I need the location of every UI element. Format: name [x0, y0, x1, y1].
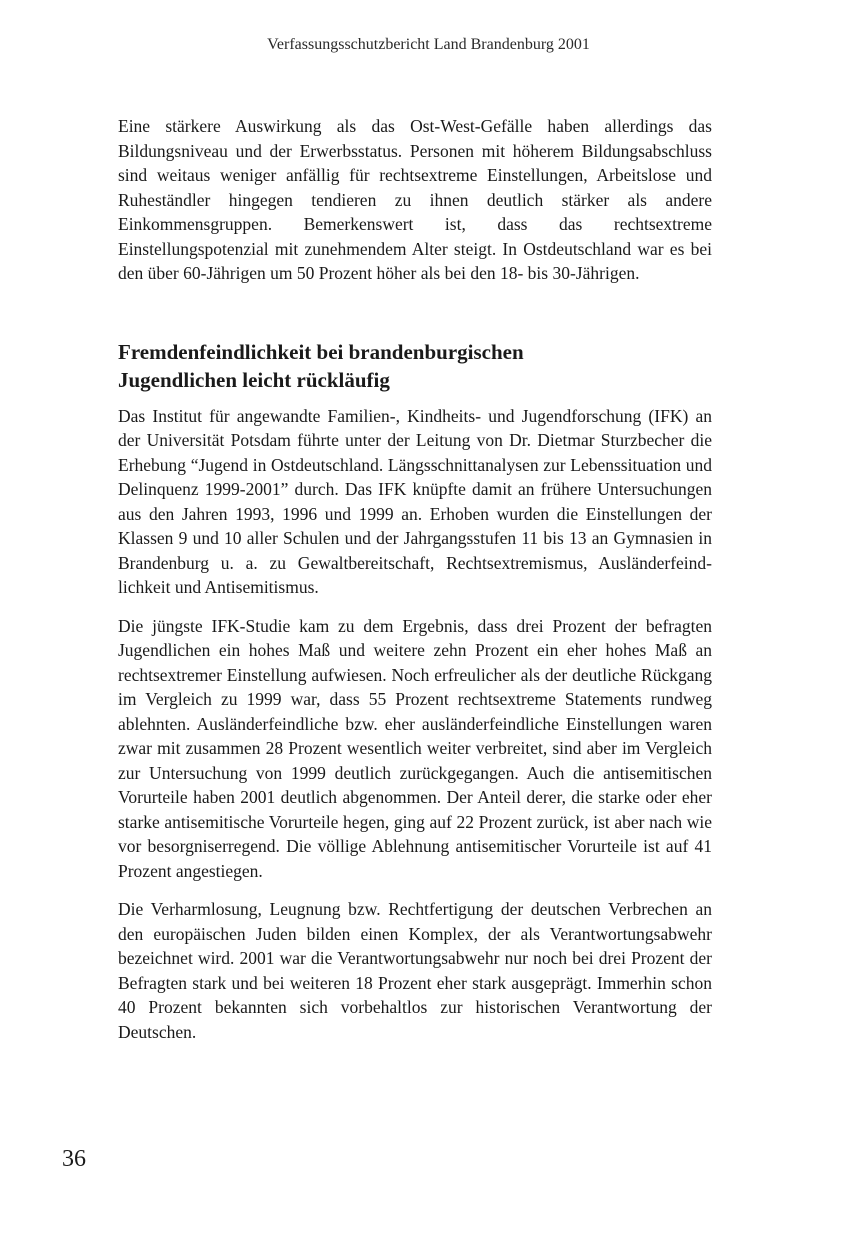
intro-paragraph: Eine stärkere Auswirkung als das Ost-West-Gefälle haben allerdings das Bildungsniveau und der Erwerbsstatus. Personen mit höherem Bildungsabschluss sind weitaus weniger anfällig für rechtsextreme Einstellungen, Arbeitslose und Ruheständler hingegen tendieren zu ihnen deutlich stärker als andere Einkommensgruppen. Bemerkenswert ist, dass das rechtsextreme Einstellungspotenzial mit zunehmendem Alter steigt. In Ostdeutschland war es bei den über 60-Jährigen um 50 Prozent höher als bei den 18- bis 30-Jährigen.: [118, 116, 712, 283]
page-number: 36: [62, 1146, 86, 1172]
section-heading: [118, 338, 712, 394]
paragraph-ifk-study: Das Institut für angewandte Familien-, Kindheits- und Jugendforschung (IFK) an der Universität Potsdam führte unter der Leitung von Dr. Dietmar Sturzbecher die Erhebung “Jugend in Ostdeutschland. Längsschnittanalysen zur Lebenssituation und Delinquenz 1999-2001” durch. Das IFK knüpfte damit an frühere Untersuchungen aus den Jahren 1993, 1996 und 1999 an. Erhoben wurden die Einstellungen der Klassen 9 und 10 aller Schulen und der Jahrgangsstufen 11 bis 13 an Gymnasien in Brandenburg u. a. zu Gewaltbereitschaft, Rechtsextremismus, Ausländerfeindlichkeit und Antisemitismus.: [118, 405, 712, 597]
section-heading-line-1: Fremdenfeindlichkeit bei brandenburgischen: [118, 339, 524, 364]
section-heading-line-2: Jugendlichen leicht rückläufig: [118, 367, 390, 392]
running-header: Verfassungsschutzbericht Land Brandenburg 2001: [267, 36, 590, 53]
paragraph-study-results: Die jüngste IFK-Studie kam zu dem Ergebnis, dass drei Prozent der befragten Jugendlichen ein hohes Maß und weitere zehn Prozent ein eher hohes Maß an rechtsextremer Einstellung aufwiesen. Noch erfreulicher als der deutliche Rückgang im Vergleich zu 1999 war, dass 55 Prozent rechtsextreme Statements rundweg ablehnten. Ausländerfeindliche bzw. eher ausländerfeindliche Einstellungen waren zwar mit zusammen 28 Prozent wesentlich weiter verbreitet, sind aber im Vergleich zur Untersuchung von 1999 deutlich zurückgegangen. Auch die antisemitischen Vorurteile haben 2001 deutlich abgenommen. Der Anteil derer, die starke oder eher starke antisemitische Vorurteile hegen, ging auf 22 Prozent zurück, ist aber nach wie vor besorgniserregend. Die völlige Ablehnung antisemitischer Vorurteile ist auf 41 Prozent angestiegen.: [118, 615, 712, 881]
paragraph-responsibility: Die Verharmlosung, Leugnung bzw. Rechtfertigung der deutschen Verbrechen an den europäischen Juden bilden einen Komplex, der als Verantwortungsabwehr bezeichnet wird. 2001 war die Verantwortungsabwehr nur noch bei drei Prozent der Befragten stark und bei weiteren 18 Prozent eher stark ausgeprägt. Immerhin schon 40 Prozent bekannten sich vorbehaltlos zur historischen Verantwortung der Deutschen.: [118, 899, 712, 1042]
page-body: [118, 114, 712, 1058]
